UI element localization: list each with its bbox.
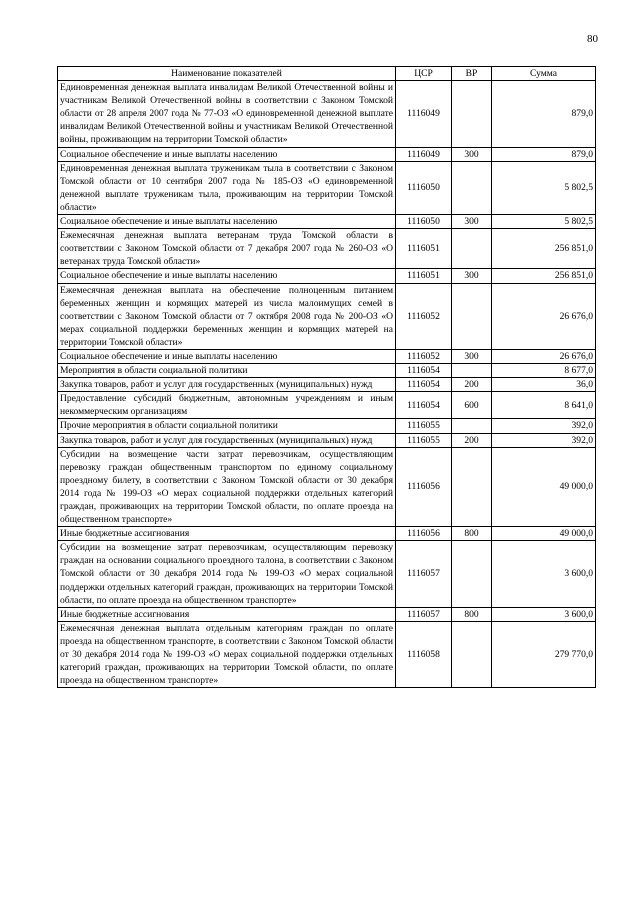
cell-vr [452,229,492,269]
cell-code: 1116050 [396,215,452,229]
cell-sum: 392,0 [492,419,596,433]
table-row [58,541,596,607]
cell-name: Закупка товаров, работ и услуг для государственных (муниципальных) нужд [58,433,396,447]
table-row [58,607,596,621]
cell-sum: 3 600,0 [492,541,596,607]
cell-code: 1116051 [396,229,452,269]
cell-sum: 279 770,0 [492,621,596,687]
cell-sum: 392,0 [492,433,596,447]
cell-name: Иные бюджетные ассигнования [58,607,396,621]
header-name: Наименование показателей [58,67,396,81]
cell-code: 1116056 [396,527,452,541]
cell-name: Субсидии на возмещение части затрат перевозчикам, осуществляющим перевозку граждан общественным транспортом по единому социальному проездному билету, в соответствии с Законом Томской области от 30 декабря 2014 года № 199-ОЗ «О мерах социальной поддержки отдельных категорий граждан, проживающих на территории Томской области, по оплате проезда на общественном транспорте» [58,447,396,527]
cell-name: Единовременная денежная выплата инвалидам Великой Отечественной войны и участникам Великой Отечественной войны в соответствии с Законом Томской области от 28 апреля 2007 года № 77-ОЗ «О единовременной денежной выплате инвалидам Великой Отечественной войны и участникам Великой Отечественной войны, проживающим на территории Томской области» [58,81,396,147]
cell-name: Субсидии на возмещение затрат перевозчикам, осуществляющим перевозку граждан на основании социального проездного талона, в соответствии с Законом Томской области от 30 декабря 2014 года № 199-ОЗ «О мерах социальной поддержки отдельных категорий граждан, проживающих на территории Томской области, по оплате проезда на общественном транспорте» [58,541,396,607]
cell-sum: 26 676,0 [492,283,596,349]
cell-code: 1116051 [396,269,452,283]
budget-table [57,66,596,688]
table-row [58,621,596,687]
cell-vr: 300 [452,349,492,363]
cell-code: 1116050 [396,161,452,214]
cell-code: 1116054 [396,392,452,419]
table-row [58,447,596,527]
cell-code: 1116054 [396,364,452,378]
cell-name: Мероприятия в области социальной политики [58,364,396,378]
table-body [58,81,596,688]
cell-name: Социальное обеспечение и иные выплаты населению [58,147,396,161]
table-row [58,349,596,363]
table-row [58,161,596,214]
cell-vr [452,621,492,687]
cell-code: 1116057 [396,541,452,607]
cell-sum: 5 802,5 [492,215,596,229]
cell-vr: 600 [452,392,492,419]
cell-sum: 49 000,0 [492,527,596,541]
table-row [58,81,596,147]
table-row [58,433,596,447]
header-code: ЦСР [396,67,452,81]
cell-name: Прочие мероприятия в области социальной политики [58,419,396,433]
cell-vr: 800 [452,527,492,541]
cell-sum: 879,0 [492,81,596,147]
table-row [58,229,596,269]
cell-vr [452,447,492,527]
table-row [58,215,596,229]
cell-name: Единовременная денежная выплата труженикам тыла в соответствии с Законом Томской области от 10 сентября 2007 года № 185-ОЗ «О единовременной денежной выплате труженикам тыла, проживающим на территории Томской области» [58,161,396,214]
cell-sum: 256 851,0 [492,269,596,283]
cell-sum: 49 000,0 [492,447,596,527]
cell-vr [452,161,492,214]
cell-vr: 300 [452,269,492,283]
cell-sum: 3 600,0 [492,607,596,621]
cell-sum: 36,0 [492,378,596,392]
table-row [58,269,596,283]
header-sum: Сумма [492,67,596,81]
cell-name: Закупка товаров, работ и услуг для государственных (муниципальных) нужд [58,378,396,392]
cell-vr [452,541,492,607]
table-row [58,378,596,392]
cell-sum: 256 851,0 [492,229,596,269]
cell-sum: 8 677,0 [492,364,596,378]
cell-code: 1116055 [396,419,452,433]
table-header-row [58,67,596,81]
table-row [58,527,596,541]
cell-vr: 800 [452,607,492,621]
cell-vr: 200 [452,378,492,392]
table-row [58,147,596,161]
cell-code: 1116049 [396,81,452,147]
table-row [58,364,596,378]
cell-vr [452,364,492,378]
cell-sum: 26 676,0 [492,349,596,363]
cell-name: Предоставление субсидий бюджетным, автономным учреждениям и иным некоммерческим организациям [58,392,396,419]
cell-vr: 200 [452,433,492,447]
header-vr: ВР [452,67,492,81]
cell-vr [452,283,492,349]
cell-code: 1116057 [396,607,452,621]
cell-vr [452,81,492,147]
cell-code: 1116056 [396,447,452,527]
cell-name: Ежемесячная денежная выплата на обеспечение полноценным питанием беременных женщин и кормящих матерей из числа малоимущих семей в соответствии с Законом Томской области от 7 октября 2008 года № 200-ОЗ «О мерах социальной поддержки беременных женщин и кормящих матерей на территории Томской области» [58,283,396,349]
cell-vr: 300 [452,215,492,229]
cell-name: Социальное обеспечение и иные выплаты населению [58,349,396,363]
cell-name: Ежемесячная денежная выплата отдельным категориям граждан по оплате проезда на общественном транспорте, в соответствии с Законом Томской области от 30 декабря 2014 года № 199-ОЗ «О мерах социальной поддержки отдельных категорий граждан, проживающих на территории Томской области, по оплате проезда на общественном транспорте» [58,621,396,687]
cell-code: 1116054 [396,378,452,392]
table-row [58,283,596,349]
cell-sum: 8 641,0 [492,392,596,419]
cell-code: 1116052 [396,283,452,349]
cell-name: Социальное обеспечение и иные выплаты населению [58,269,396,283]
cell-vr: 300 [452,147,492,161]
cell-sum: 5 802,5 [492,161,596,214]
cell-name: Ежемесячная денежная выплата ветеранам труда Томской области в соответствии с Законом Томской области от 7 декабря 2007 года № 260-ОЗ «О ветеранах труда Томской области» [58,229,396,269]
cell-name: Иные бюджетные ассигнования [58,527,396,541]
cell-code: 1116049 [396,147,452,161]
table-row [58,419,596,433]
page-number: 80 [587,33,598,45]
cell-name: Социальное обеспечение и иные выплаты населению [58,215,396,229]
cell-code: 1116058 [396,621,452,687]
cell-sum: 879,0 [492,147,596,161]
table-row [58,392,596,419]
cell-vr [452,419,492,433]
cell-code: 1116052 [396,349,452,363]
cell-code: 1116055 [396,433,452,447]
